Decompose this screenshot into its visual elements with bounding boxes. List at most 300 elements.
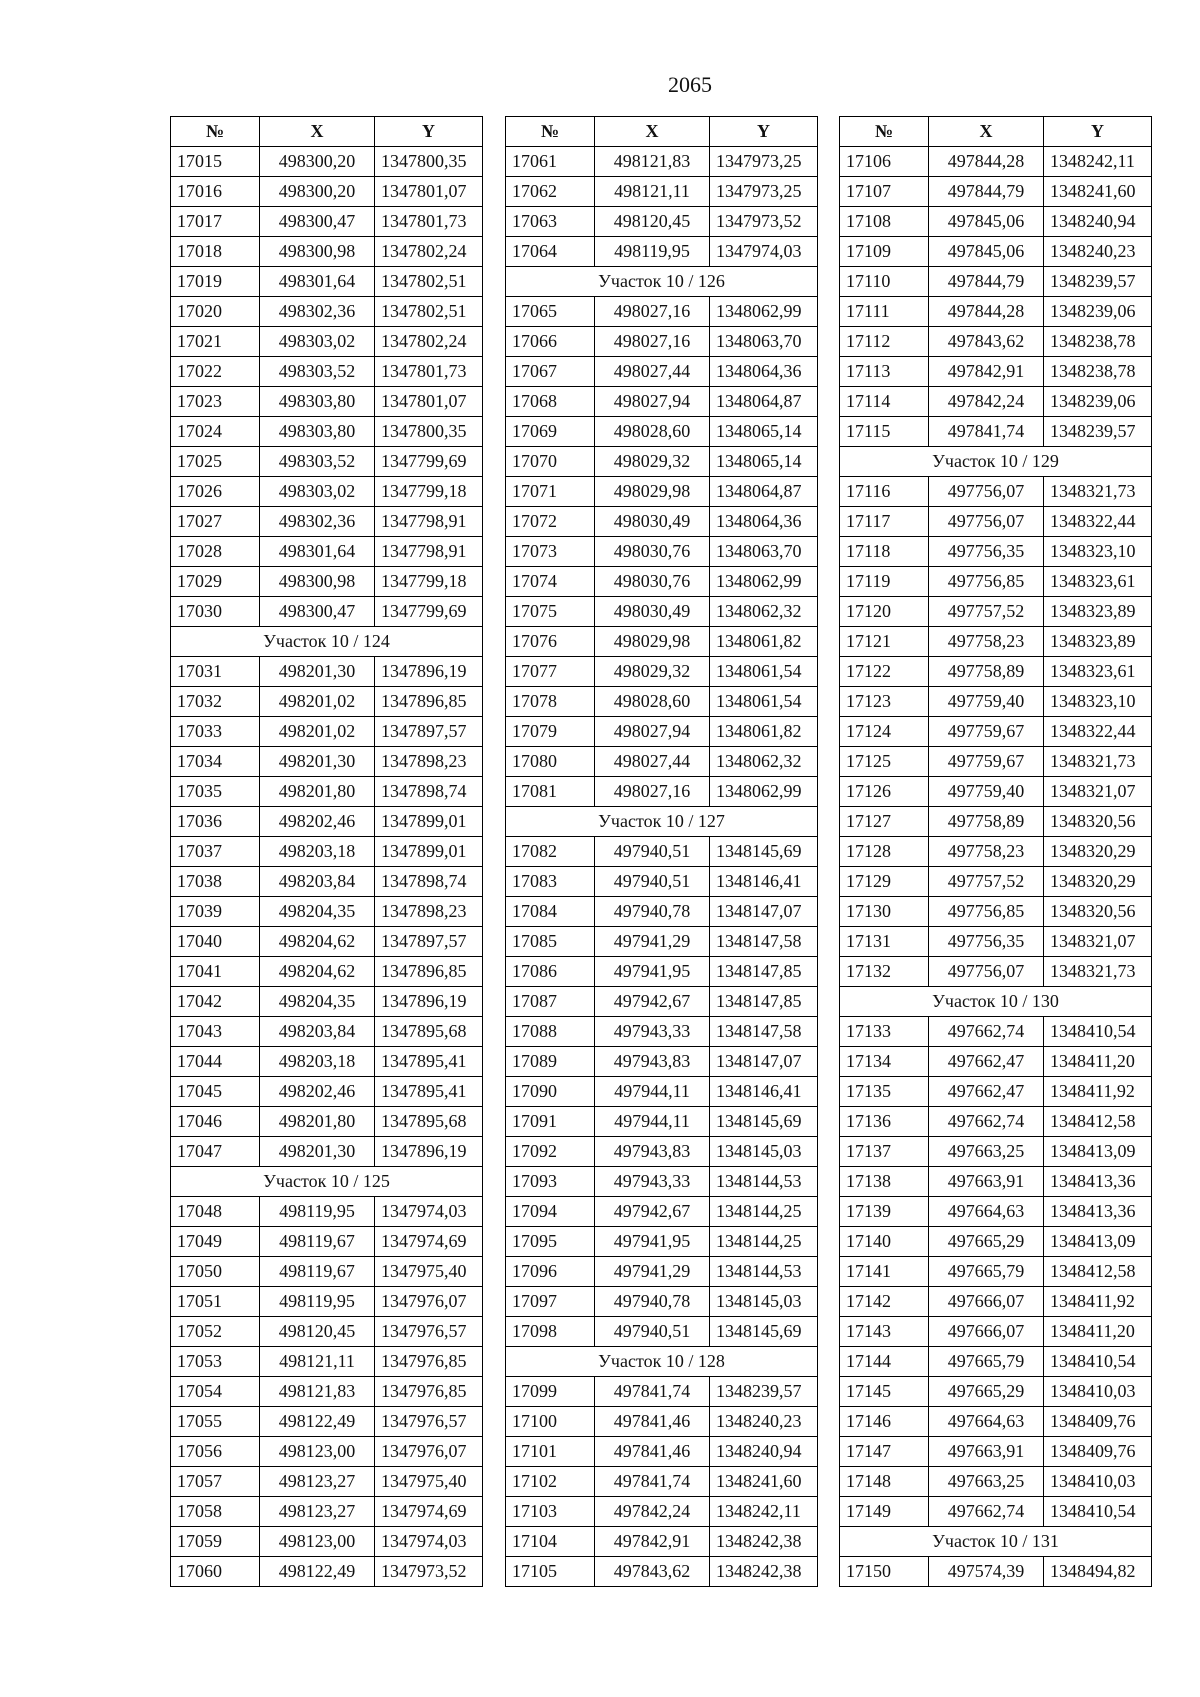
section-row — [171, 1167, 483, 1197]
y-coordinate: 1348240,94 — [710, 1437, 818, 1467]
table-row — [506, 987, 818, 1017]
number-header: № — [171, 117, 260, 147]
number-header: № — [840, 117, 929, 147]
y-coordinate: 1348411,20 — [1044, 1317, 1152, 1347]
y-coordinate: 1347975,40 — [375, 1257, 483, 1287]
point-number: 17141 — [840, 1257, 929, 1287]
x-coordinate: 497941,95 — [595, 1227, 710, 1257]
table-row — [506, 1197, 818, 1227]
y-coordinate: 1348410,03 — [1044, 1467, 1152, 1497]
x-coordinate: 498027,16 — [595, 327, 710, 357]
y-coordinate: 1348241,60 — [1044, 177, 1152, 207]
table-row — [171, 657, 483, 687]
x-coordinate: 498121,83 — [595, 147, 710, 177]
x-coordinate: 498202,46 — [260, 807, 375, 837]
x-coordinate: 497664,63 — [929, 1407, 1044, 1437]
section-row — [840, 987, 1152, 1017]
table-row — [506, 297, 818, 327]
section-row — [840, 1527, 1152, 1557]
y-coordinate: 1348238,78 — [1044, 327, 1152, 357]
point-number: 17039 — [171, 897, 260, 927]
y-coordinate: 1347899,01 — [375, 807, 483, 837]
y-coordinate: 1348321,73 — [1044, 477, 1152, 507]
point-number: 17055 — [171, 1407, 260, 1437]
table-row — [171, 747, 483, 777]
point-number: 17074 — [506, 567, 595, 597]
point-number: 17080 — [506, 747, 595, 777]
table-row — [171, 717, 483, 747]
table-row — [171, 1137, 483, 1167]
x-coordinate: 498201,30 — [260, 1137, 375, 1167]
table-row — [840, 837, 1152, 867]
y-coordinate: 1347973,25 — [710, 147, 818, 177]
table-row — [506, 627, 818, 657]
x-coordinate: 497940,51 — [595, 867, 710, 897]
y-coordinate: 1348144,25 — [710, 1227, 818, 1257]
point-number: 17111 — [840, 297, 929, 327]
y-coordinate: 1348320,29 — [1044, 837, 1152, 867]
y-coordinate: 1347801,07 — [375, 387, 483, 417]
y-coordinate: 1348241,60 — [710, 1467, 818, 1497]
x-coordinate: 498027,44 — [595, 357, 710, 387]
point-number: 17138 — [840, 1167, 929, 1197]
point-number: 17042 — [171, 987, 260, 1017]
table-row — [840, 927, 1152, 957]
x-coordinate: 498027,94 — [595, 717, 710, 747]
y-coordinate: 1348065,14 — [710, 447, 818, 477]
table-row — [506, 447, 818, 477]
point-number: 17072 — [506, 507, 595, 537]
section-row — [506, 267, 818, 297]
table-row — [506, 417, 818, 447]
x-coordinate: 497941,95 — [595, 957, 710, 987]
y-coordinate: 1347973,52 — [375, 1557, 483, 1587]
x-coordinate: 498201,02 — [260, 687, 375, 717]
y-coordinate: 1348411,92 — [1044, 1077, 1152, 1107]
y-coordinate: 1348063,70 — [710, 537, 818, 567]
y-coordinate: 1348413,36 — [1044, 1167, 1152, 1197]
x-coordinate: 497941,29 — [595, 927, 710, 957]
y-coordinate: 1347898,23 — [375, 747, 483, 777]
x-coordinate: 498119,95 — [595, 237, 710, 267]
table-row — [171, 1017, 483, 1047]
y-coordinate: 1348145,03 — [710, 1137, 818, 1167]
table-row — [840, 147, 1152, 177]
table-row — [171, 1557, 483, 1587]
y-coordinate: 1348411,20 — [1044, 1047, 1152, 1077]
table-row — [840, 237, 1152, 267]
point-number: 17117 — [840, 507, 929, 537]
y-coordinate: 1348062,32 — [710, 747, 818, 777]
y-coordinate: 1348145,03 — [710, 1287, 818, 1317]
y-coordinate: 1348240,23 — [1044, 237, 1152, 267]
point-number: 17134 — [840, 1047, 929, 1077]
y-coordinate: 1347976,57 — [375, 1317, 483, 1347]
point-number: 17130 — [840, 897, 929, 927]
table-row — [506, 1107, 818, 1137]
point-number: 17085 — [506, 927, 595, 957]
x-coordinate: 497843,62 — [929, 327, 1044, 357]
table-row — [840, 1437, 1152, 1467]
point-number: 17145 — [840, 1377, 929, 1407]
y-coordinate: 1347895,41 — [375, 1077, 483, 1107]
table-row — [840, 597, 1152, 627]
table-row — [840, 717, 1152, 747]
point-number: 17051 — [171, 1287, 260, 1317]
point-number: 17127 — [840, 807, 929, 837]
y-coordinate: 1347973,25 — [710, 177, 818, 207]
x-coordinate: 497757,52 — [929, 597, 1044, 627]
point-number: 17056 — [171, 1437, 260, 1467]
x-coordinate: 497662,47 — [929, 1047, 1044, 1077]
y-coordinate: 1347898,74 — [375, 867, 483, 897]
section-label: Участок 10 / 128 — [506, 1347, 818, 1377]
table-row — [506, 1317, 818, 1347]
table-row — [840, 477, 1152, 507]
y-coordinate: 1348411,92 — [1044, 1287, 1152, 1317]
table-row — [840, 1467, 1152, 1497]
point-number: 17131 — [840, 927, 929, 957]
point-number: 17121 — [840, 627, 929, 657]
point-number: 17073 — [506, 537, 595, 567]
x-coordinate: 498030,49 — [595, 507, 710, 537]
table-row — [506, 507, 818, 537]
table-row — [506, 1287, 818, 1317]
point-number: 17076 — [506, 627, 595, 657]
x-coordinate: 498030,49 — [595, 597, 710, 627]
table-row — [506, 1467, 818, 1497]
table-row — [171, 1407, 483, 1437]
x-coordinate: 497842,24 — [929, 387, 1044, 417]
y-coordinate: 1348145,69 — [710, 1107, 818, 1137]
table-row — [171, 387, 483, 417]
point-number: 17020 — [171, 297, 260, 327]
section-label: Участок 10 / 124 — [171, 627, 483, 657]
x-coordinate: 498204,62 — [260, 957, 375, 987]
point-number: 17070 — [506, 447, 595, 477]
x-coordinate: 497662,74 — [929, 1107, 1044, 1137]
x-coordinate: 498201,30 — [260, 747, 375, 777]
y-coordinate: 1348146,41 — [710, 867, 818, 897]
point-number: 17108 — [840, 207, 929, 237]
point-number: 17118 — [840, 537, 929, 567]
table-row — [840, 267, 1152, 297]
y-coordinate: 1348323,89 — [1044, 597, 1152, 627]
point-number: 17045 — [171, 1077, 260, 1107]
table-row — [840, 1017, 1152, 1047]
y-coordinate: 1347799,69 — [375, 447, 483, 477]
point-number: 17079 — [506, 717, 595, 747]
y-coordinate: 1347976,07 — [375, 1437, 483, 1467]
table-row — [840, 387, 1152, 417]
table-row — [171, 447, 483, 477]
y-coordinate: 1347897,57 — [375, 717, 483, 747]
table-row — [840, 867, 1152, 897]
x-header: X — [929, 117, 1044, 147]
x-coordinate: 498203,84 — [260, 1017, 375, 1047]
y-coordinate: 1347974,69 — [375, 1497, 483, 1527]
point-number: 17128 — [840, 837, 929, 867]
y-coordinate: 1347801,07 — [375, 177, 483, 207]
table-row — [840, 537, 1152, 567]
point-number: 17037 — [171, 837, 260, 867]
point-number: 17090 — [506, 1077, 595, 1107]
x-coordinate: 498300,98 — [260, 237, 375, 267]
point-number: 17142 — [840, 1287, 929, 1317]
header-row — [506, 117, 818, 147]
section-label: Участок 10 / 130 — [840, 987, 1152, 1017]
y-coordinate: 1348064,36 — [710, 507, 818, 537]
point-number: 17077 — [506, 657, 595, 687]
table-row — [171, 1317, 483, 1347]
y-coordinate: 1348147,07 — [710, 897, 818, 927]
x-coordinate: 498122,49 — [260, 1407, 375, 1437]
table-row — [171, 507, 483, 537]
table-row — [840, 1497, 1152, 1527]
y-coordinate: 1348240,23 — [710, 1407, 818, 1437]
point-number: 17107 — [840, 177, 929, 207]
point-number: 17034 — [171, 747, 260, 777]
table-row — [171, 927, 483, 957]
point-number: 17083 — [506, 867, 595, 897]
point-number: 17106 — [840, 147, 929, 177]
point-number: 17075 — [506, 597, 595, 627]
table-row — [171, 207, 483, 237]
point-number: 17041 — [171, 957, 260, 987]
x-coordinate: 498121,11 — [260, 1347, 375, 1377]
x-header: X — [260, 117, 375, 147]
point-number: 17113 — [840, 357, 929, 387]
table-row — [506, 1557, 818, 1587]
table-row — [171, 867, 483, 897]
point-number: 17091 — [506, 1107, 595, 1137]
table-row — [840, 1197, 1152, 1227]
y-coordinate: 1347800,35 — [375, 147, 483, 177]
x-coordinate: 498029,32 — [595, 447, 710, 477]
point-number: 17125 — [840, 747, 929, 777]
table-row — [506, 177, 818, 207]
point-number: 17029 — [171, 567, 260, 597]
table-row — [171, 177, 483, 207]
x-coordinate: 498029,32 — [595, 657, 710, 687]
x-coordinate: 498203,18 — [260, 837, 375, 867]
y-coordinate: 1348409,76 — [1044, 1437, 1152, 1467]
point-number: 17017 — [171, 207, 260, 237]
x-coordinate: 497844,79 — [929, 267, 1044, 297]
coordinate-table — [505, 116, 818, 1587]
table-row — [506, 1047, 818, 1077]
point-number: 17110 — [840, 267, 929, 297]
y-coordinate: 1348320,56 — [1044, 807, 1152, 837]
x-coordinate: 497942,67 — [595, 1197, 710, 1227]
x-coordinate: 497756,85 — [929, 567, 1044, 597]
x-coordinate: 497842,91 — [929, 357, 1044, 387]
x-coordinate: 497841,74 — [929, 417, 1044, 447]
y-coordinate: 1347802,51 — [375, 267, 483, 297]
point-number: 17135 — [840, 1077, 929, 1107]
y-coordinate: 1348063,70 — [710, 327, 818, 357]
point-number: 17093 — [506, 1167, 595, 1197]
y-coordinate: 1348320,29 — [1044, 867, 1152, 897]
section-row — [506, 1347, 818, 1377]
table-row — [171, 687, 483, 717]
y-coordinate: 1348061,54 — [710, 687, 818, 717]
y-coordinate: 1348062,99 — [710, 567, 818, 597]
point-number: 17026 — [171, 477, 260, 507]
x-coordinate: 498120,45 — [260, 1317, 375, 1347]
point-number: 17062 — [506, 177, 595, 207]
x-coordinate: 497845,06 — [929, 237, 1044, 267]
table-row — [506, 147, 818, 177]
x-coordinate: 498028,60 — [595, 417, 710, 447]
y-coordinate: 1348144,25 — [710, 1197, 818, 1227]
x-coordinate: 497940,78 — [595, 897, 710, 927]
y-coordinate: 1348323,10 — [1044, 537, 1152, 567]
y-coordinate: 1347799,69 — [375, 597, 483, 627]
point-number: 17089 — [506, 1047, 595, 1077]
point-number: 17094 — [506, 1197, 595, 1227]
y-coordinate: 1347898,74 — [375, 777, 483, 807]
section-row — [840, 447, 1152, 477]
table-row — [171, 1347, 483, 1377]
y-coordinate: 1348061,82 — [710, 627, 818, 657]
point-number: 17032 — [171, 687, 260, 717]
y-coordinate: 1348147,58 — [710, 1017, 818, 1047]
x-coordinate: 498029,98 — [595, 477, 710, 507]
y-coordinate: 1348410,03 — [1044, 1377, 1152, 1407]
y-coordinate: 1348064,87 — [710, 477, 818, 507]
y-coordinate: 1348147,85 — [710, 957, 818, 987]
point-number: 17078 — [506, 687, 595, 717]
table-row — [506, 597, 818, 627]
point-number: 17067 — [506, 357, 595, 387]
y-coordinate: 1348061,54 — [710, 657, 818, 687]
point-number: 17126 — [840, 777, 929, 807]
table-row — [506, 1497, 818, 1527]
table-row — [506, 1437, 818, 1467]
x-coordinate: 498303,52 — [260, 447, 375, 477]
point-number: 17149 — [840, 1497, 929, 1527]
y-coordinate: 1347896,19 — [375, 657, 483, 687]
x-coordinate: 497666,07 — [929, 1317, 1044, 1347]
x-coordinate: 498123,27 — [260, 1467, 375, 1497]
y-coordinate: 1348323,89 — [1044, 627, 1152, 657]
table-row — [171, 1437, 483, 1467]
table-row — [506, 867, 818, 897]
x-coordinate: 497844,28 — [929, 297, 1044, 327]
point-number: 17033 — [171, 717, 260, 747]
x-coordinate: 497756,35 — [929, 927, 1044, 957]
table-row — [506, 327, 818, 357]
x-coordinate: 497665,29 — [929, 1227, 1044, 1257]
x-coordinate: 497841,46 — [595, 1437, 710, 1467]
x-coordinate: 497665,79 — [929, 1347, 1044, 1377]
x-coordinate: 497943,33 — [595, 1167, 710, 1197]
table-row — [171, 1077, 483, 1107]
y-coordinate: 1348145,69 — [710, 837, 818, 867]
table-row — [171, 537, 483, 567]
point-number: 17068 — [506, 387, 595, 417]
x-coordinate: 498121,83 — [260, 1377, 375, 1407]
y-coordinate: 1347801,73 — [375, 357, 483, 387]
table-row — [171, 837, 483, 867]
header-row — [840, 117, 1152, 147]
x-coordinate: 498204,35 — [260, 897, 375, 927]
y-coordinate: 1348239,06 — [1044, 387, 1152, 417]
point-number: 17065 — [506, 297, 595, 327]
x-coordinate: 498029,98 — [595, 627, 710, 657]
point-number: 17150 — [840, 1557, 929, 1587]
table-row — [840, 747, 1152, 777]
table-row — [840, 327, 1152, 357]
table-row — [171, 1227, 483, 1257]
y-coordinate: 1348412,58 — [1044, 1107, 1152, 1137]
table-row — [171, 987, 483, 1017]
table-row — [840, 297, 1152, 327]
point-number: 17116 — [840, 477, 929, 507]
y-coordinate: 1348239,57 — [1044, 267, 1152, 297]
point-number: 17019 — [171, 267, 260, 297]
y-coordinate: 1348322,44 — [1044, 717, 1152, 747]
y-coordinate: 1348064,87 — [710, 387, 818, 417]
section-label: Участок 10 / 131 — [840, 1527, 1152, 1557]
x-coordinate: 497759,67 — [929, 717, 1044, 747]
x-coordinate: 497758,23 — [929, 837, 1044, 867]
table-row — [840, 1257, 1152, 1287]
y-coordinate: 1348410,54 — [1044, 1497, 1152, 1527]
x-coordinate: 498300,20 — [260, 147, 375, 177]
point-number: 17031 — [171, 657, 260, 687]
x-coordinate: 497663,91 — [929, 1167, 1044, 1197]
point-number: 17059 — [171, 1527, 260, 1557]
y-coordinate: 1348061,82 — [710, 717, 818, 747]
point-number: 17140 — [840, 1227, 929, 1257]
table-row — [840, 207, 1152, 237]
x-coordinate: 498030,76 — [595, 537, 710, 567]
y-coordinate: 1348147,85 — [710, 987, 818, 1017]
point-number: 17132 — [840, 957, 929, 987]
table-row — [506, 927, 818, 957]
x-coordinate: 498119,95 — [260, 1197, 375, 1227]
x-coordinate: 498201,80 — [260, 777, 375, 807]
point-number: 17133 — [840, 1017, 929, 1047]
point-number: 17100 — [506, 1407, 595, 1437]
y-coordinate: 1348412,58 — [1044, 1257, 1152, 1287]
table-row — [840, 807, 1152, 837]
point-number: 17069 — [506, 417, 595, 447]
y-coordinate: 1347974,03 — [710, 237, 818, 267]
point-number: 17048 — [171, 1197, 260, 1227]
point-number: 17047 — [171, 1137, 260, 1167]
y-coordinate: 1347802,24 — [375, 237, 483, 267]
y-coordinate: 1347976,85 — [375, 1377, 483, 1407]
x-coordinate: 497944,11 — [595, 1077, 710, 1107]
x-coordinate: 497943,33 — [595, 1017, 710, 1047]
table-row — [840, 1407, 1152, 1437]
x-coordinate: 498204,62 — [260, 927, 375, 957]
y-coordinate: 1347798,91 — [375, 537, 483, 567]
y-coordinate: 1348062,32 — [710, 597, 818, 627]
coordinate-table-right — [839, 116, 1152, 1587]
x-coordinate: 497844,79 — [929, 177, 1044, 207]
point-number: 17088 — [506, 1017, 595, 1047]
point-number: 17040 — [171, 927, 260, 957]
table-row — [171, 477, 483, 507]
x-coordinate: 498027,16 — [595, 297, 710, 327]
point-number: 17035 — [171, 777, 260, 807]
table-row — [171, 1107, 483, 1137]
y-coordinate: 1347897,57 — [375, 927, 483, 957]
